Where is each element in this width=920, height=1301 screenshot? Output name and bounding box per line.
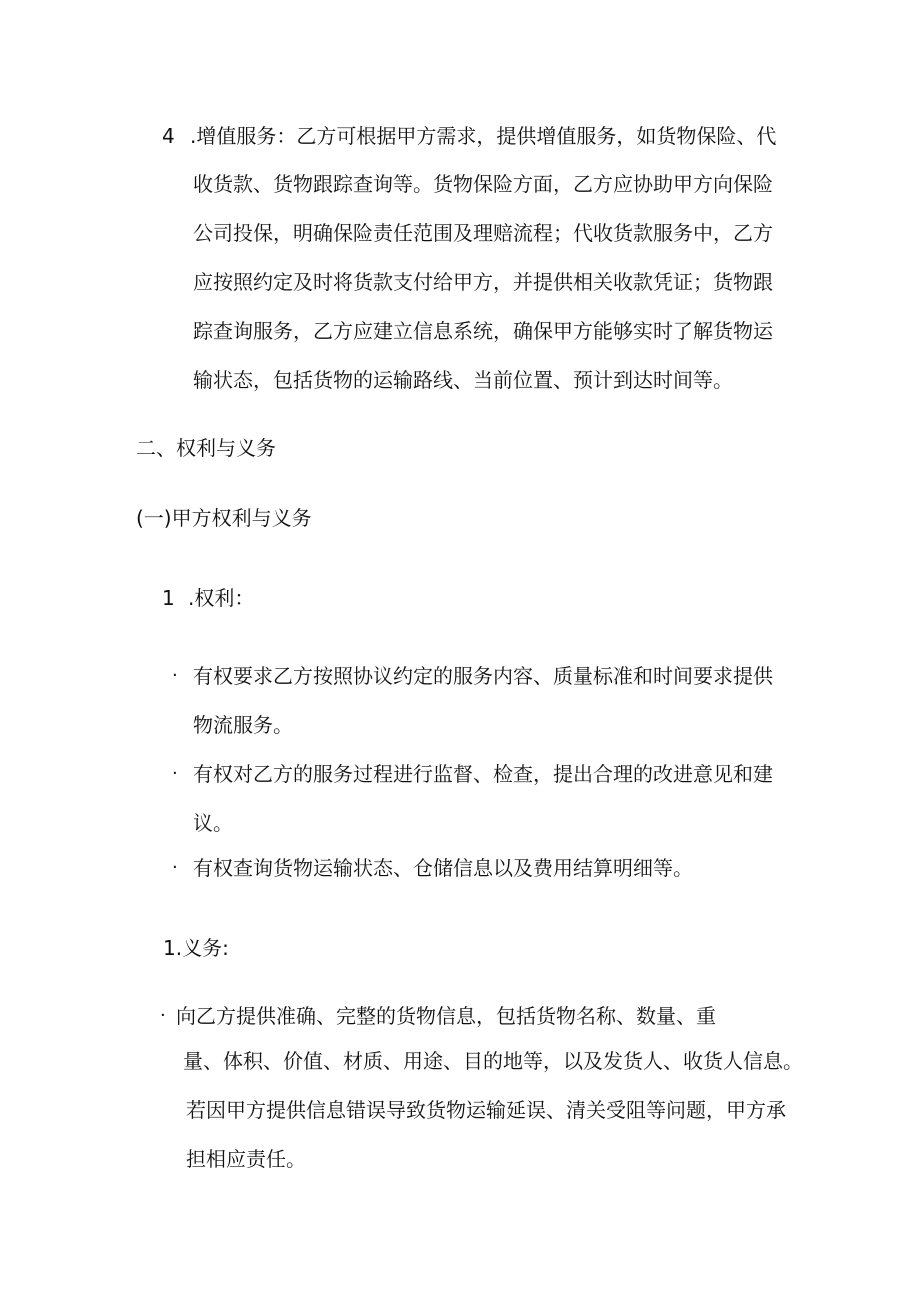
bullet-text: 量、体积、价值、材质、用途、目的地等，以及发货人、收货人信息。 xyxy=(183,1049,803,1073)
bullet-text: 物流服务。 xyxy=(193,713,293,737)
paragraph-line: 公司投保，明确保险责任范围及理赔流程；代收货款服务中，乙方 xyxy=(193,221,773,245)
bullet-text: 有权要求乙方按照协议约定的服务内容、质量标准和时间要求提供 xyxy=(193,664,773,688)
paragraph-line: 收货款、货物跟踪查询等。货物保险方面，乙方应协助甲方向保险 xyxy=(193,172,773,196)
paragraph-line: .增值服务：乙方可根据甲方需求，提供增值服务，如货物保险、代 xyxy=(190,124,777,148)
bullet-text: 议。 xyxy=(193,811,233,835)
rights-heading: .权利： xyxy=(188,586,255,610)
duties-heading: 1.义务: xyxy=(163,936,229,960)
bullet-text: 若因甲方提供信息错误导致货物运输延误、清关受阻等问题，甲方承 xyxy=(186,1098,786,1122)
bullet-marker: · xyxy=(160,1005,166,1026)
rights-number: 1 xyxy=(162,586,175,610)
bullet-marker: · xyxy=(172,857,178,878)
bullet-marker: · xyxy=(172,665,178,686)
bullet-text: 有权对乙方的服务过程进行监督、检查，提出合理的改进意见和建 xyxy=(193,762,773,786)
subsection-heading: (一)甲方权利与义务 xyxy=(136,506,312,530)
bullet-text: 有权查询货物运输状态、仓储信息以及费用结算明细等。 xyxy=(193,856,693,880)
item-number: 4 xyxy=(162,124,175,148)
paragraph-line: 应按照约定及时将货款支付给甲方，并提供相关收款凭证；货物跟 xyxy=(193,270,773,294)
bullet-text: 向乙方提供准确、完整的货物信息，包括货物名称、数量、重 xyxy=(176,1004,716,1028)
section-heading: 二、权利与义务 xyxy=(136,436,276,460)
bullet-marker: · xyxy=(172,763,178,784)
paragraph-line: 踪查询服务，乙方应建立信息系统，确保甲方能够实时了解货物运 xyxy=(193,319,773,343)
paragraph-line: 输状态，包括货物的运输路线、当前位置、预计到达时间等。 xyxy=(193,368,733,392)
bullet-text: 担相应责任。 xyxy=(186,1147,306,1171)
